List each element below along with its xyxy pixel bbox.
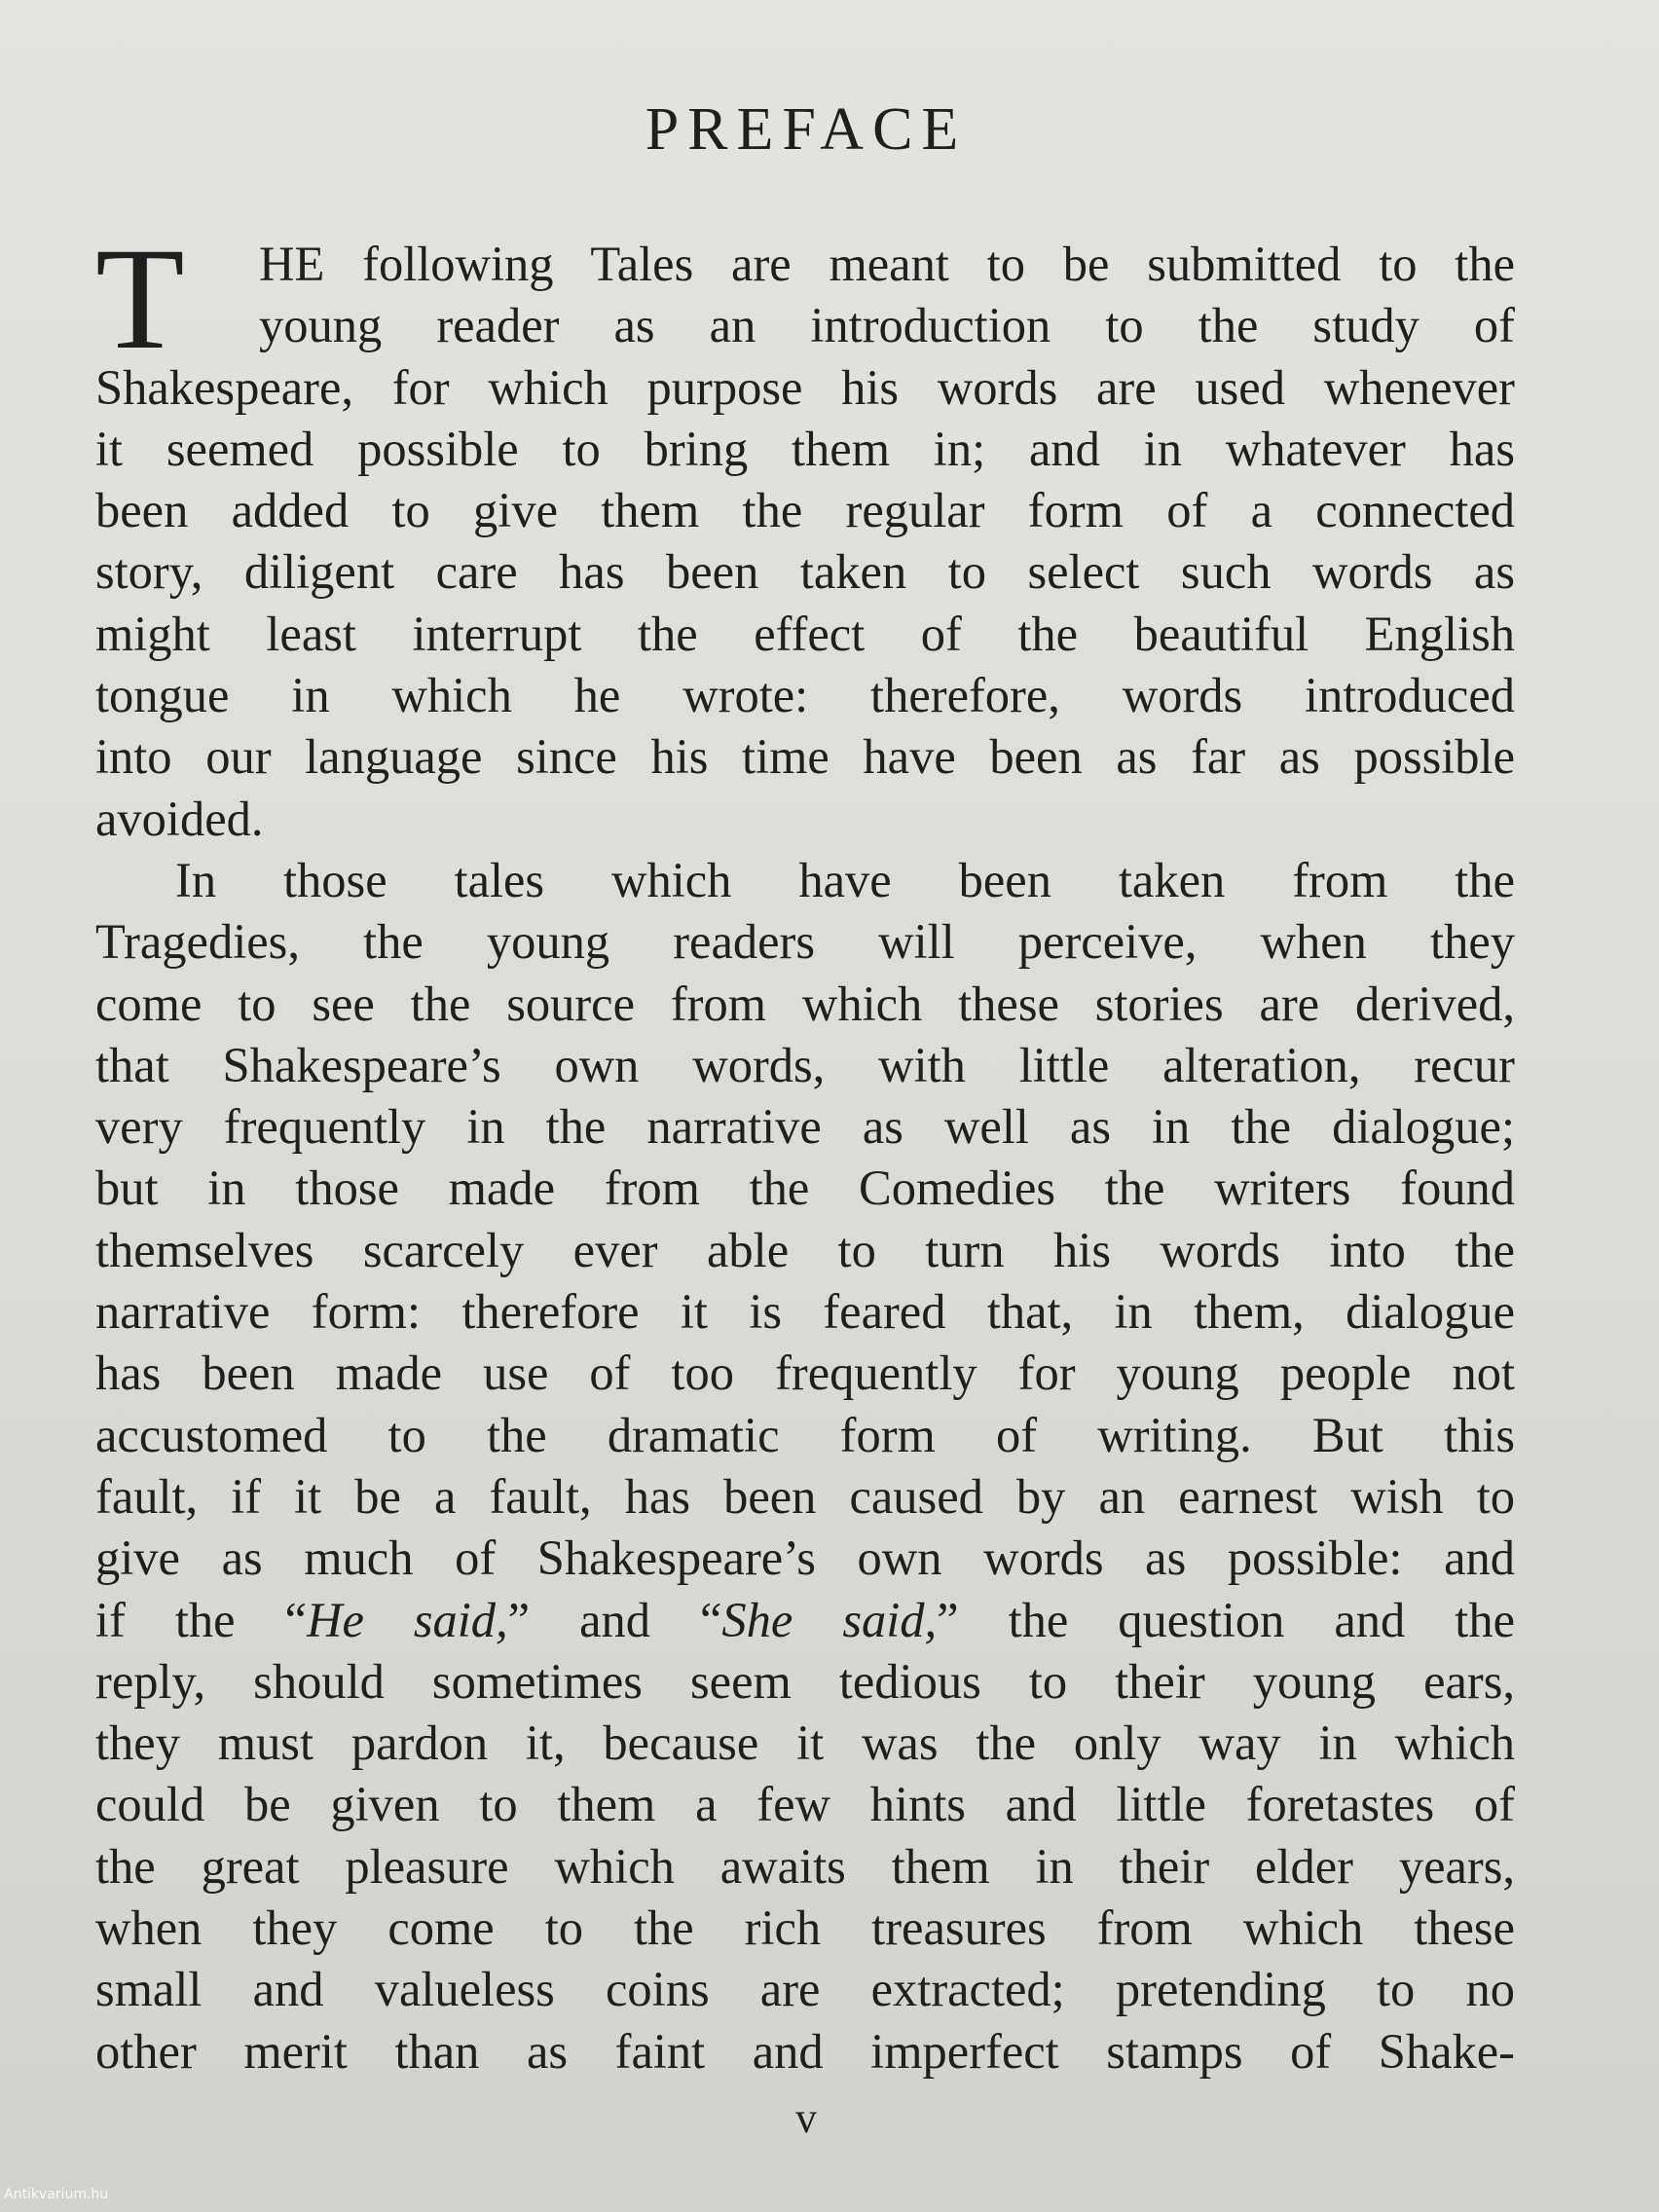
- text-line: other merit than as faint and imperfect stamps of Shake-: [95, 2023, 1515, 2079]
- text-line: tongue in which he wrote: therefore, words introduced: [95, 668, 1515, 723]
- text-line: young reader as an introduction to the study of: [259, 298, 1515, 353]
- text-line: give as much of Shakespeare’s own words as possible: and: [95, 1530, 1515, 1586]
- text-line: might least interrupt the effect of the beautiful English: [95, 606, 1515, 661]
- text-line: been added to give them the regular form of a connected: [95, 483, 1515, 538]
- page-number: v: [795, 2094, 817, 2142]
- text-line: fault, if it be a fault, has been caused by an earnest wish to: [95, 1468, 1515, 1524]
- text-line: In those tales which have been taken from the: [175, 852, 1515, 907]
- body-text: [95, 218, 1515, 2083]
- italic-phrase: She said,: [721, 1592, 938, 1647]
- text-line: come to see the source from which these stories are derived,: [95, 976, 1515, 1031]
- text-line: but in those made from the Comedies the writers found: [95, 1161, 1515, 1216]
- text-line: accustomed to the dramatic form of writing. But this: [95, 1407, 1515, 1462]
- text-line: Shakespeare, for which purpose his words are used whenever: [95, 359, 1515, 415]
- text-line-quoted: [95, 1590, 1515, 1651]
- italic-phrase: He said,: [306, 1592, 508, 1647]
- text-line: very frequently in the narrative as well as in the dialogue;: [95, 1099, 1515, 1155]
- text-line: the great pleasure which awaits them in their elder years,: [95, 1838, 1515, 1894]
- text-line: they must pardon it, because it was the only way in which: [95, 1715, 1515, 1771]
- text-fragment: ” and “: [507, 1592, 722, 1647]
- text-line: has been made use of too frequently for young people not: [95, 1346, 1515, 1401]
- text-fragment: if the “: [95, 1592, 307, 1647]
- text-line: avoided.: [95, 791, 264, 846]
- drop-cap: T: [95, 218, 185, 380]
- text-fragment: ” the question and the: [937, 1592, 1515, 1647]
- text-line: when they come to the rich treasures from which these: [95, 1900, 1515, 1956]
- text-line: could be given to them a few hints and little foretastes of: [95, 1777, 1515, 1832]
- text-line: Tragedies, the young readers will perceive, when they: [95, 914, 1515, 970]
- text-line: that Shakespeare’s own words, with little alteration, recur: [95, 1037, 1515, 1092]
- paragraph-2: [95, 850, 1515, 2083]
- text-line: narrative form: therefore it is feared that, in them, dialogue: [95, 1284, 1515, 1340]
- text-line: small and valueless coins are extracted; pretending to no: [95, 1962, 1515, 2017]
- text-line: into our language since his time have been as far as possible: [95, 729, 1515, 785]
- text-line: it seemed possible to bring them in; and in whatever has: [95, 421, 1515, 476]
- watermark: Antikvarium.hu: [4, 2187, 109, 2202]
- text-line: HE following Tales are meant to be submitted to the: [259, 237, 1515, 291]
- paragraph-1: [95, 218, 1515, 850]
- text-line: themselves scarcely ever able to turn his words into the: [95, 1222, 1515, 1277]
- text-line: story, diligent care has been taken to select such words as: [95, 544, 1515, 600]
- page-title: PREFACE: [645, 96, 968, 163]
- text-line: reply, should sometimes seem tedious to their young ears,: [95, 1653, 1515, 1709]
